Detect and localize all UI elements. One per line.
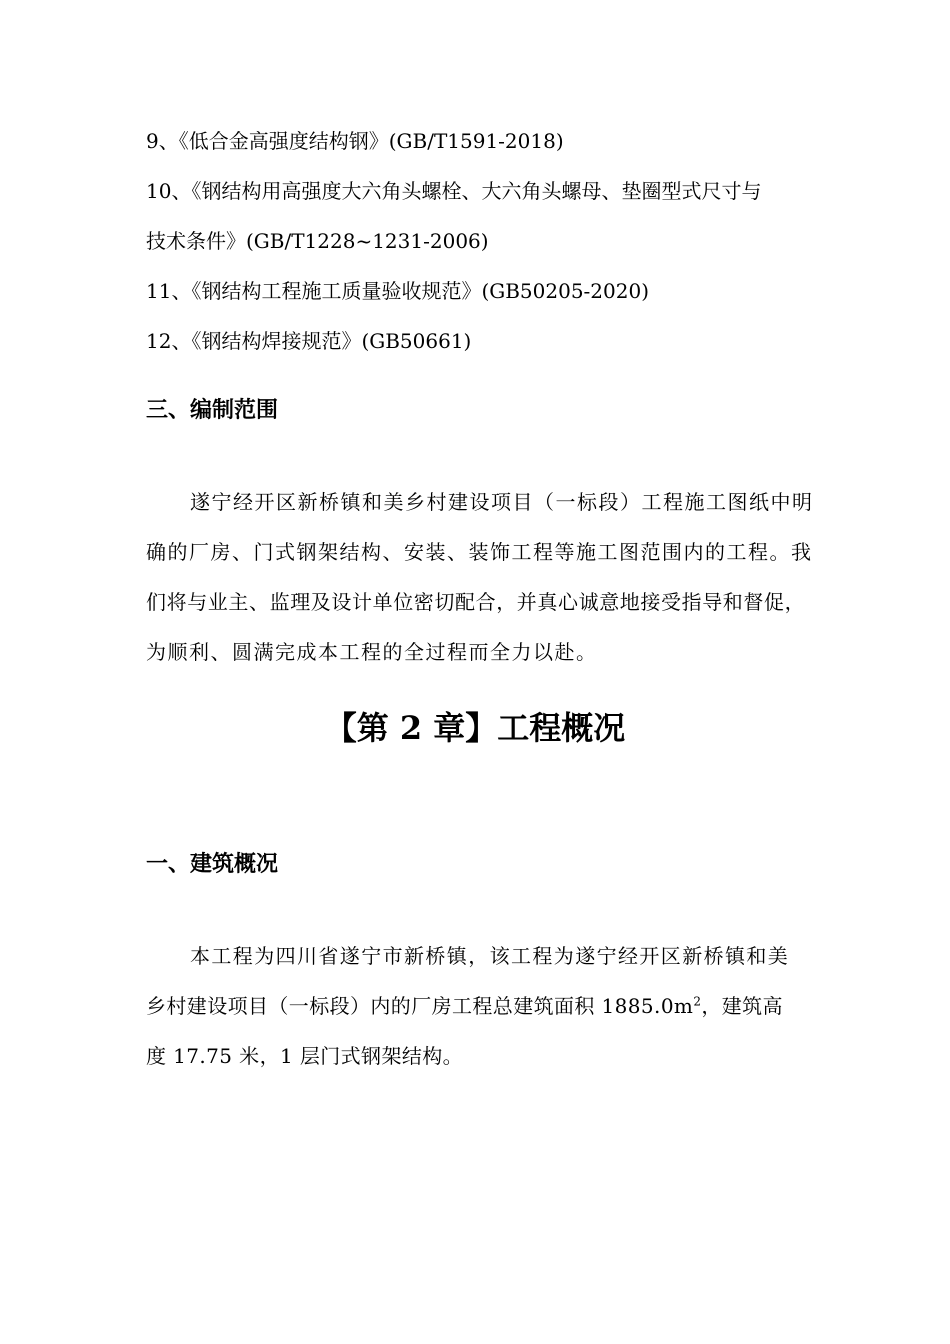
scope-paragraph-line: 确的厂房、门式钢架结构、安装、装饰工程等施工图范围内的工程。我 [146, 540, 813, 564]
building-paragraph-line [146, 992, 856, 1020]
section-heading-scope: 三、编制范围 [146, 398, 279, 423]
scope-paragraph-line: 们将与业主、监理及设计单位密切配合，并真心诚意地接受指导和督促， [146, 590, 806, 614]
reference-item-11: 11、《钢结构工程施工质量验收规范》(GB50205-2020) [146, 279, 650, 303]
superscript-2: 2 [693, 994, 702, 1009]
building-paragraph-line: 度 17.75 米，1 层门式钢架结构。 [146, 1044, 464, 1068]
reference-item-10: 10、《钢结构用高强度大六角头螺栓、大六角头螺母、垫圈型式尺寸与 [146, 179, 762, 203]
chapter-title: 【第 2 章】工程概况 [324, 709, 626, 747]
reference-item-10-continued: 技术条件》(GB/T1228~1231-2006) [146, 229, 489, 253]
building-height-label: ，建筑高 [701, 994, 783, 1018]
section-heading-building-overview: 一、建筑概况 [146, 852, 279, 877]
scope-paragraph-line: 遂宁经开区新桥镇和美乡村建设项目（一标段）工程施工图纸中明 [190, 490, 814, 514]
building-paragraph-line: 本工程为四川省遂宁市新桥镇，该工程为遂宁经开区新桥镇和美 [190, 944, 790, 968]
reference-item-9: 9、《低合金高强度结构钢》(GB/T1591-2018) [146, 129, 564, 153]
scope-paragraph-line: 为顺利、圆满完成本工程的全过程而全力以赴。 [146, 640, 598, 664]
reference-item-12: 12、《钢结构焊接规范》(GB50661) [146, 329, 472, 353]
building-area-text: 乡村建设项目（一标段）内的厂房工程总建筑面积 1885.0m [146, 994, 694, 1018]
